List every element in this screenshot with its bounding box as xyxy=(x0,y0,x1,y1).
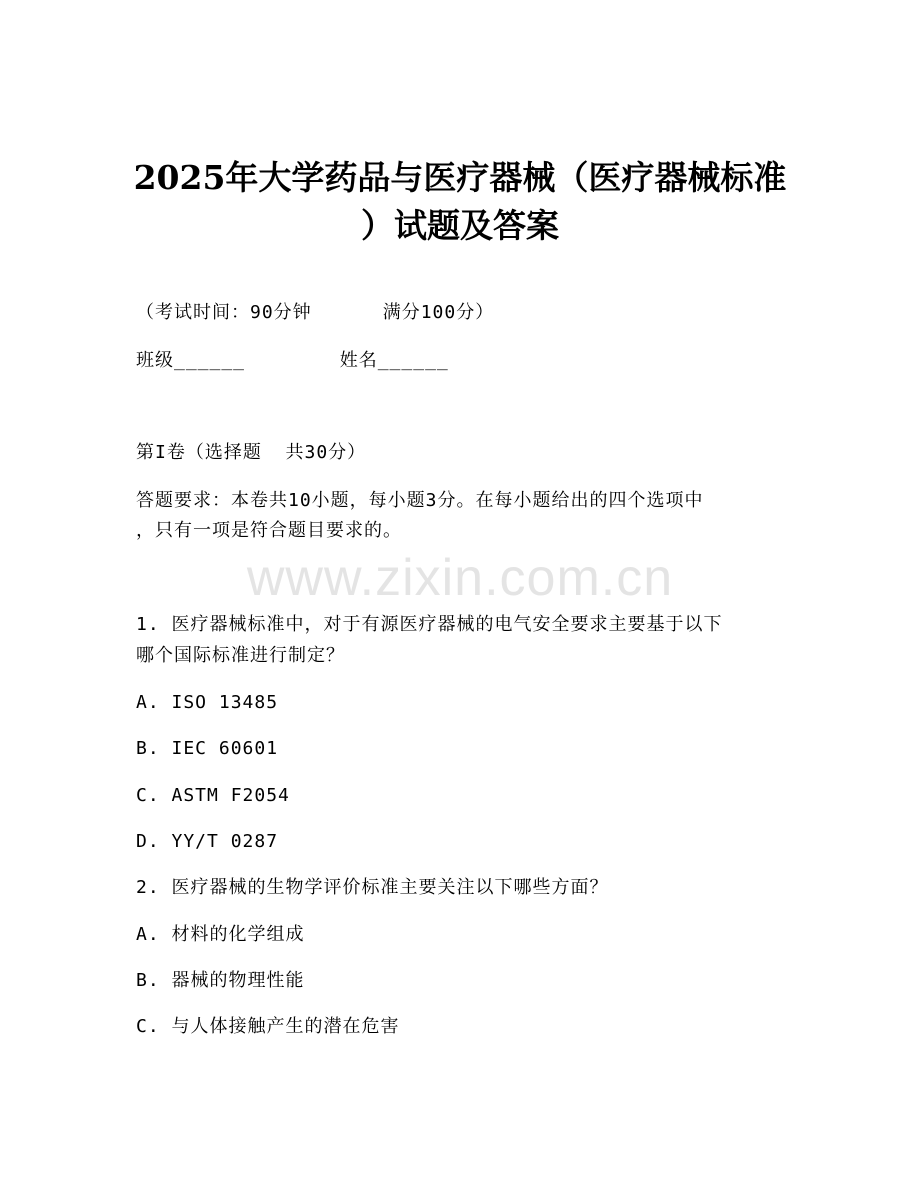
question-2-option-c: C. 与人体接触产生的潜在危害 xyxy=(136,1016,400,1037)
section-heading: 第I卷（选择题 共30分） xyxy=(136,442,367,463)
question-2-option-a: A. 材料的化学组成 xyxy=(136,924,305,945)
exam-info: （考试时间：90分钟 满分100分） xyxy=(136,302,495,323)
watermark: www.zixin.com.cn xyxy=(246,549,674,607)
question-1-option-c: C. ASTM F2054 xyxy=(136,785,290,806)
question-1-option-b: B. IEC 60601 xyxy=(136,738,279,759)
question-1-option-d: D. YY/T 0287 xyxy=(136,831,279,852)
instructions-line-2: ，只有一项是符合题目要求的。 xyxy=(136,520,402,541)
instructions-line-1: 答题要求：本卷共10小题，每小题3分。在每小题给出的四个选项中 xyxy=(136,490,704,511)
class-name-line: 班级______ 姓名______ xyxy=(136,350,449,371)
question-1-stem-line-2: 哪个国际标准进行制定？ xyxy=(136,645,345,666)
question-1-option-a: A. ISO 13485 xyxy=(136,692,279,713)
question-2-option-b: B. 器械的物理性能 xyxy=(136,970,305,991)
document-title-line-1: 2025年大学药品与医疗器械（医疗器械标准 xyxy=(133,158,787,197)
document-title-line-2: ）试题及答案 xyxy=(361,206,559,245)
question-1-stem-line-1: 1. 医疗器械标准中，对于有源医疗器械的电气安全要求主要基于以下 xyxy=(136,614,723,635)
question-2-stem-line-1: 2. 医疗器械的生物学评价标准主要关注以下哪些方面？ xyxy=(136,877,609,898)
